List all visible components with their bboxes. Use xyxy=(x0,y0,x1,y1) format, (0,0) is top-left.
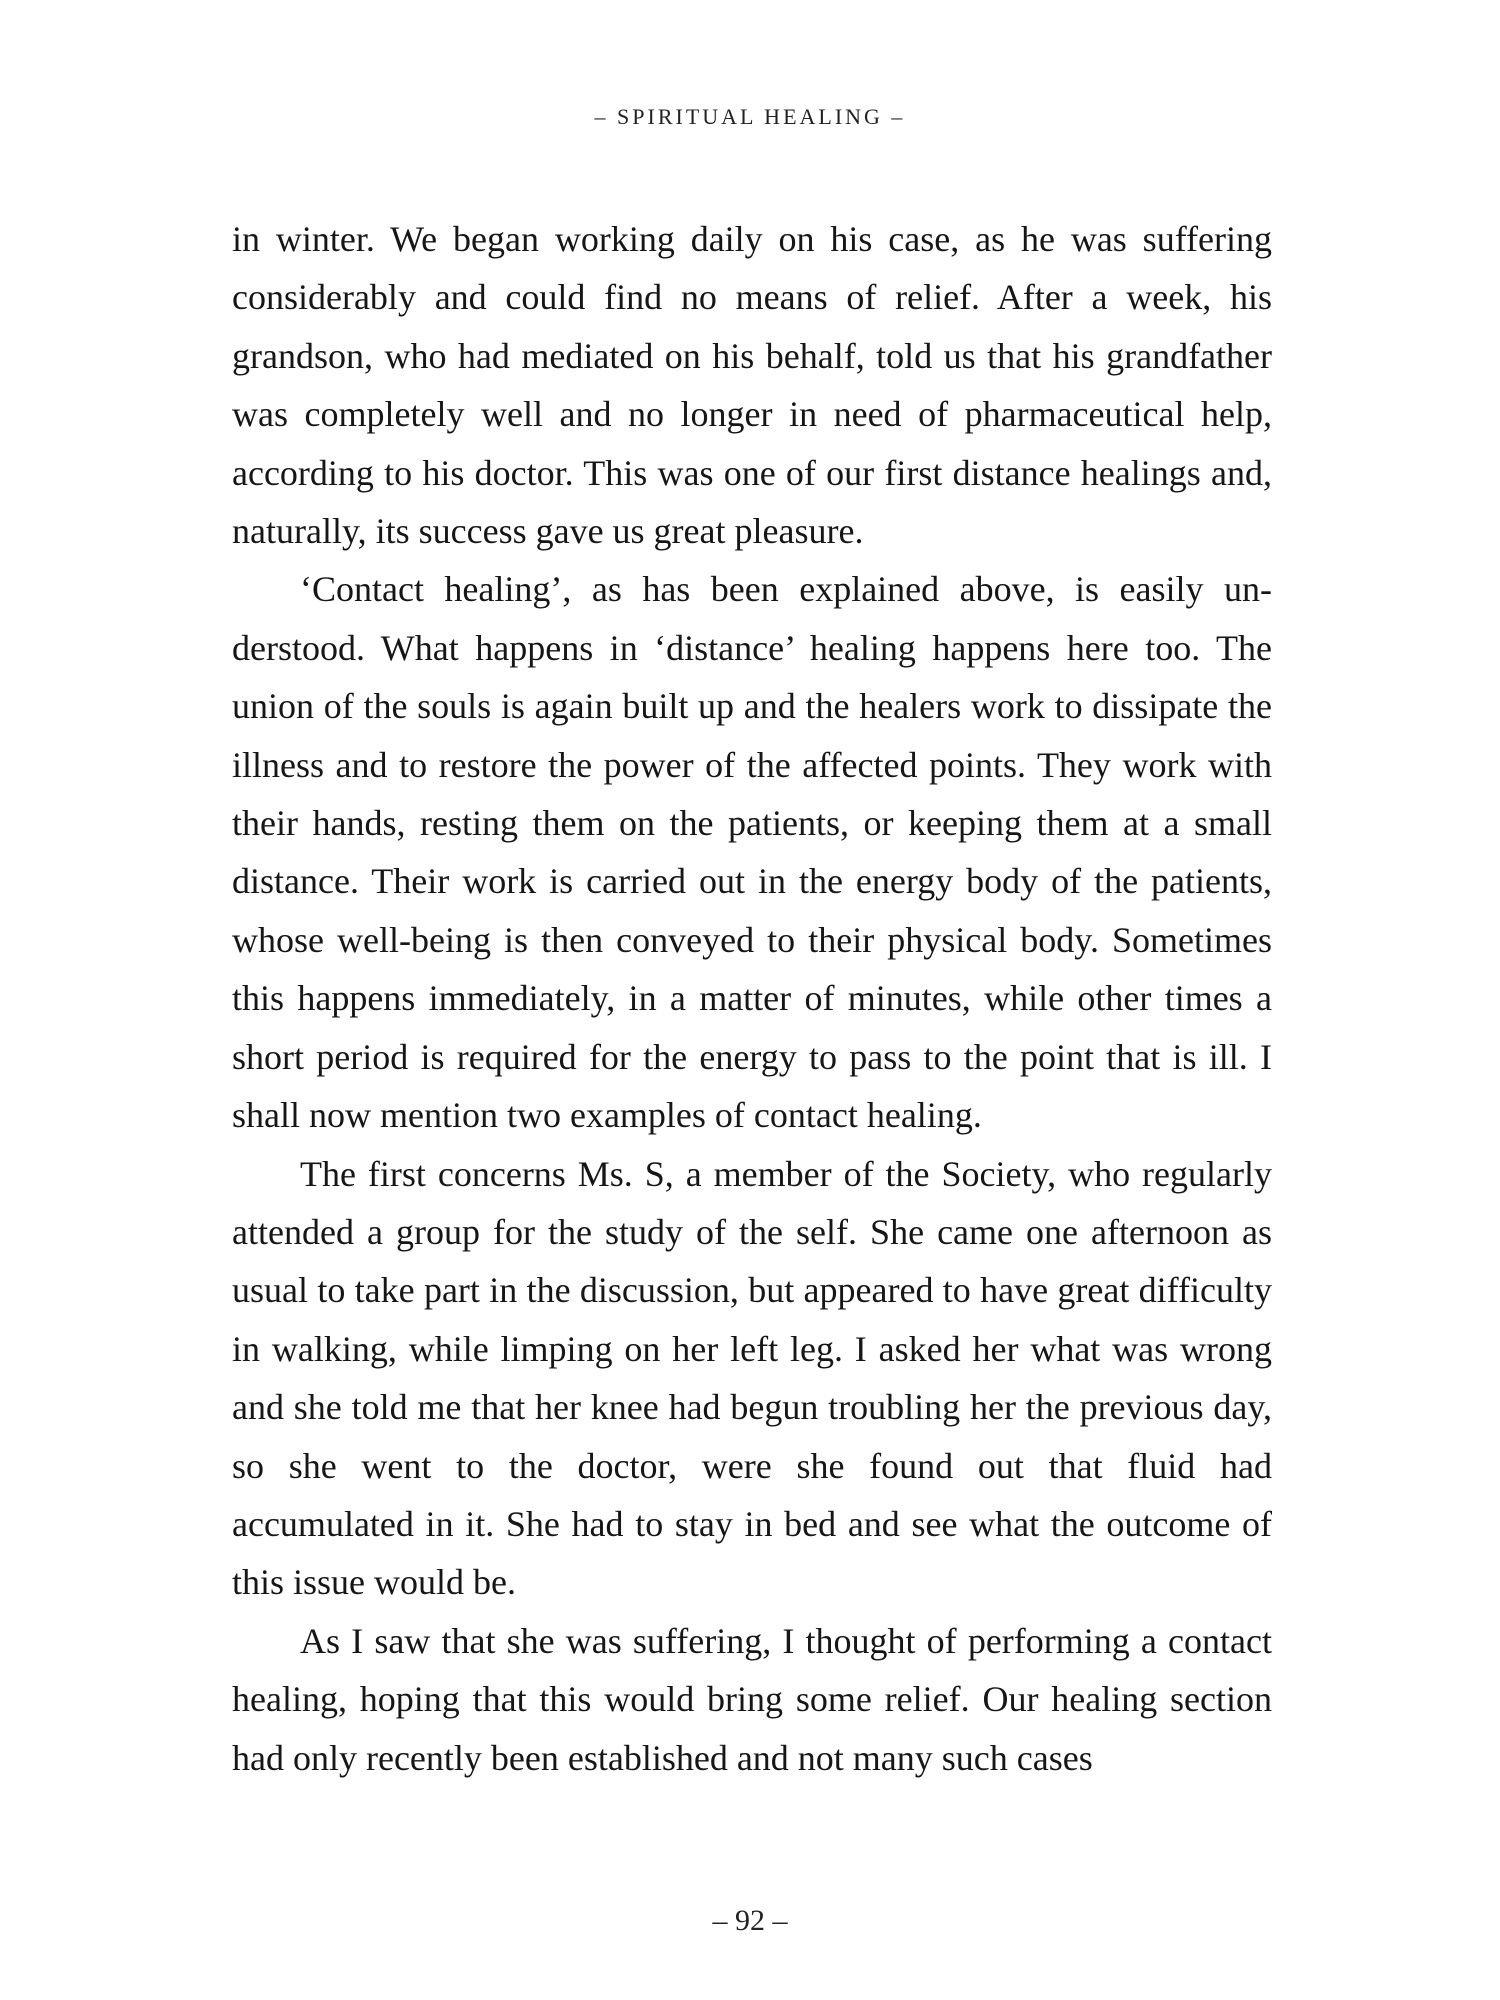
page-number: – 92 – xyxy=(712,1904,788,1937)
body-text xyxy=(232,210,1272,1787)
paragraph-4: As I saw that she was suffering, I thought of performing a contact healing, hoping that this would bring some relief. Our healing section had only recently been established and not many such cases xyxy=(232,1620,1272,1778)
paragraph-1: in winter. We began working daily on his case, as he was suffering considerably and could find no means of relief. After a week, his grandson, who had mediated on his behalf, told us that his grandfather was completely well and no longer in need of pharmaceutical help, according to his doctor. This was one of our first distance healings and, naturally, its success gave us great pleasure. xyxy=(232,219,1272,552)
paragraph-3: The first concerns Ms. S, a member of the Society, who regularly attended a group for the study of the self. She came one afternoon as usual to take part in the discussion, but appeared to have great difficulty in walking, while limping on her left leg. I asked her what was wrong and she told me that her knee had begun troubling her the previous day, so she went to the doctor, were she found out that fluid had accumulated in it. She had to stay in bed and see what the outcome of this issue would be. xyxy=(232,1153,1272,1603)
running-head: – SPIRITUAL HEALING – xyxy=(594,104,906,129)
paragraph-2: ‘Contact healing’, as has been explained above, is easily understood. What happens in ‘distance’ healing happens here too. The union of the souls is again built up and the healers work to dissipate the illness and to restore the power of the affected points. They work with their hands, resting them on the patients, or keeping them at a small distance. Their work is carried out in the energy body of the patients, whose well-being is then conveyed to their physical body. Sometimes this happens immediately, in a matter of minutes, while other times a short period is required for the energy to pass to the point that is ill. I shall now mention two examples of contact healing. xyxy=(232,569,1272,1136)
